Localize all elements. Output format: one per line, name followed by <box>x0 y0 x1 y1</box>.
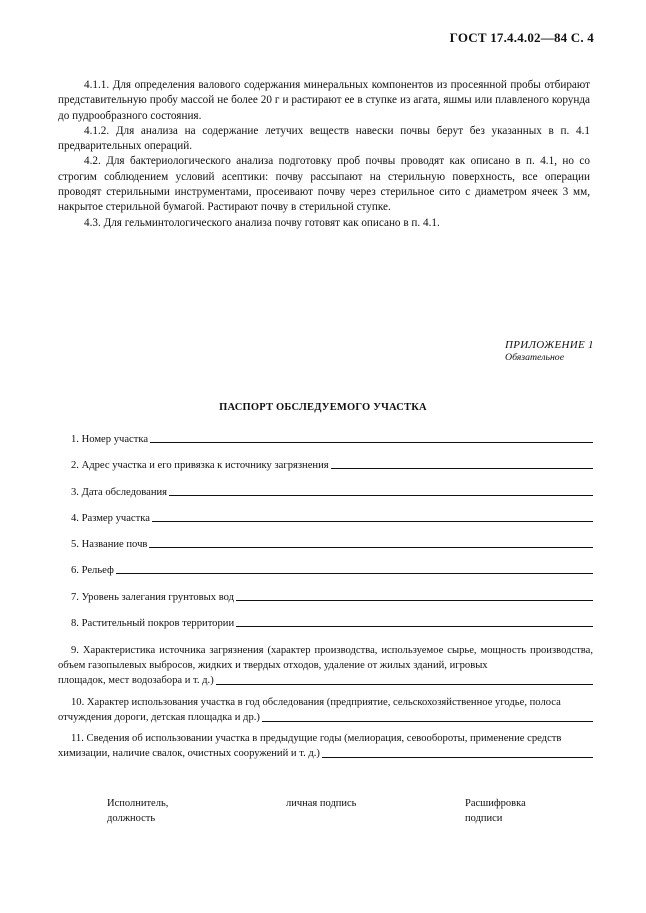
fill-line[interactable] <box>216 684 593 685</box>
field-last-line <box>58 710 593 725</box>
field-label: 9. Характеристика источника загрязнения (характер производства, используемое сырье, мощность производства, объем газопылевых выбросов, жидких и твердых отходов, удаление от жилых зданий, игровых <box>58 645 593 671</box>
field-7-groundwater <box>71 589 593 603</box>
appendix-subtitle: Обязательное <box>505 352 565 363</box>
fill-line[interactable] <box>262 721 593 722</box>
appendix-title: ПРИЛОЖЕНИЕ 1 <box>505 339 594 351</box>
decode-label: Расшифровка <box>465 798 526 809</box>
paragraph-4-2: 4.2. Для бактериологического анализа подготовку проб почвы проводят как описано в п. 4.1, но со строгим соблюдением условий асептики: почву рассыпают на стерильную поверхность, все операции проводят стерильными инструментами, просеивают почву через стерильное сито с диаметром ячеек 3 мм, накрытое стерильной бумагой. Растирают почву в стерильной ступке. <box>58 155 590 214</box>
field-8-vegetation <box>71 615 593 629</box>
field-2-address <box>71 457 593 471</box>
field-label: 4. Размер участка <box>71 513 150 524</box>
field-label: 5. Название почв <box>71 539 148 550</box>
field-label: 1. Номер участка <box>71 434 149 445</box>
signature-personal <box>286 796 356 811</box>
fill-line[interactable] <box>331 468 593 469</box>
field-label-end: площадок, мест водозабора и т. д.) <box>58 675 214 686</box>
fill-line[interactable] <box>150 442 593 443</box>
paragraph-4-1-1: 4.1.1. Для определения валового содержания минеральных компонентов из просеянной пробы отбирают представительную пробу массой не более 20 г и растирают ее в ступке из агата, яшмы или плавленого корунда до пудрообразного состояния. <box>58 79 590 122</box>
field-last-line <box>58 746 593 761</box>
field-label: 3. Дата обследования <box>71 487 168 498</box>
form-title: ПАСПОРТ ОБСЛЕДУЕМОГО УЧАСТКА <box>219 402 427 413</box>
field-label-end: отчуждения дороги, детская площадка и др.) <box>58 712 260 723</box>
field-label: 8. Растительный покров территории <box>71 618 235 629</box>
field-4-size <box>71 510 593 524</box>
field-11-previous-use <box>58 731 593 761</box>
field-3-date <box>71 484 593 498</box>
fill-line[interactable] <box>116 573 593 574</box>
field-6-relief <box>71 562 593 576</box>
field-label: 6. Рельеф <box>71 565 114 576</box>
field-5-soil-name <box>71 536 593 550</box>
field-9-pollution-source <box>58 643 593 688</box>
executor-label: Исполнитель, <box>107 798 169 809</box>
field-label: 7. Уровень залегания грунтовых вод <box>71 592 235 603</box>
body-text <box>58 78 590 231</box>
fill-line[interactable] <box>152 521 593 522</box>
field-label: 10. Характер использования участка в год обследования (предприятие, сельскохозяйственное угодье, полоса <box>71 697 561 708</box>
paragraph-4-1-2: 4.1.2. Для анализа на содержание летучих веществ навески почвы берут без указанных в п. 4.1 предварительных операций. <box>58 124 590 153</box>
decode-label-2: подписи <box>465 813 503 824</box>
field-label: 11. Сведения об использовании участка в предыдущие годы (мелиорация, севообороты, применение средств <box>71 733 562 744</box>
field-last-line <box>58 673 593 688</box>
fill-line[interactable] <box>169 495 593 496</box>
fill-line[interactable] <box>236 626 593 627</box>
fill-line[interactable] <box>322 757 593 758</box>
signature-executor <box>107 796 168 826</box>
fill-line[interactable] <box>149 547 593 548</box>
page-header: ГОСТ 17.4.4.02—84 С. 4 <box>449 30 594 45</box>
position-label: должность <box>107 813 156 824</box>
field-10-land-use <box>58 695 593 725</box>
appendix-label <box>505 339 594 363</box>
field-1-plot-number <box>71 431 593 445</box>
field-label-end: химизации, наличие свалок, очистных сооружений и т. д.) <box>58 748 320 759</box>
fill-line[interactable] <box>236 600 593 601</box>
field-label: 2. Адрес участка и его привязка к источнику загрязнения <box>71 460 329 471</box>
paragraph-4-3: 4.3. Для гельминтологического анализа почву готовят как описано в п. 4.1. <box>84 216 440 229</box>
signature-label: личная подпись <box>286 798 357 809</box>
signature-decode <box>465 796 526 826</box>
